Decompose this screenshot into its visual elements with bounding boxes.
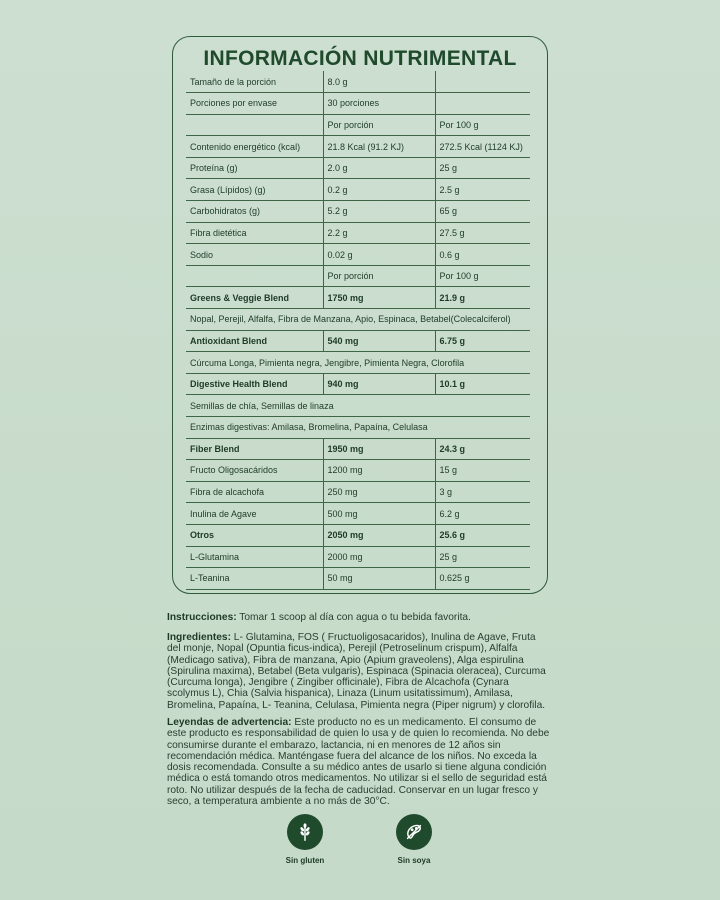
nutrition-table bbox=[186, 71, 530, 590]
per-serving-cell: 2.2 g bbox=[323, 222, 435, 244]
table-row bbox=[186, 265, 530, 287]
table-row bbox=[186, 93, 530, 115]
per-serving-cell: 30 porciones bbox=[323, 93, 435, 115]
per-serving-cell: 0.2 g bbox=[323, 179, 435, 201]
row-label-cell: Digestive Health Blend bbox=[186, 373, 323, 395]
soy-free-label: Sin soya bbox=[397, 856, 431, 865]
row-label-cell: Contenido energético (kcal) bbox=[186, 136, 323, 158]
ingredient-list-cell: Semillas de chía, Semillas de linaza bbox=[186, 395, 530, 417]
row-label-cell: L-Glutamina bbox=[186, 546, 323, 568]
per-serving-cell: Por porción bbox=[323, 265, 435, 287]
row-label-cell: Fructo Oligosacáridos bbox=[186, 460, 323, 482]
table-row bbox=[186, 503, 530, 525]
per-100g-cell: 25 g bbox=[435, 546, 530, 568]
row-label-cell bbox=[186, 265, 323, 287]
per-serving-cell: 940 mg bbox=[323, 373, 435, 395]
table-row bbox=[186, 179, 530, 201]
per-serving-cell: 540 mg bbox=[323, 330, 435, 352]
soybean-icon bbox=[396, 814, 432, 850]
row-label-cell: Fibra de alcachofa bbox=[186, 481, 323, 503]
row-label-cell: Tamaño de la porción bbox=[186, 71, 323, 93]
row-label-cell: Grasa (Lípidos) (g) bbox=[186, 179, 323, 201]
panel-title: INFORMACIÓN NUTRIMENTAL bbox=[203, 47, 517, 70]
table-row bbox=[186, 373, 530, 395]
per-100g-cell: 24.3 g bbox=[435, 438, 530, 460]
table-row bbox=[186, 136, 530, 158]
row-label-cell: Porciones por envase bbox=[186, 93, 323, 115]
per-100g-cell: 272.5 Kcal (1124 KJ) bbox=[435, 136, 530, 158]
per-100g-cell: 21.9 g bbox=[435, 287, 530, 309]
instructions-label: Instrucciones: bbox=[167, 612, 237, 623]
per-100g-cell: 65 g bbox=[435, 201, 530, 223]
ingredients-paragraph bbox=[167, 632, 552, 711]
table-row bbox=[186, 330, 530, 352]
per-100g-cell: 0.6 g bbox=[435, 244, 530, 266]
ingredients-label: Ingredientes: bbox=[167, 632, 231, 643]
per-serving-cell: 250 mg bbox=[323, 481, 435, 503]
table-row bbox=[186, 287, 530, 309]
per-100g-cell: 0.625 g bbox=[435, 568, 530, 590]
per-100g-cell: 15 g bbox=[435, 460, 530, 482]
ingredient-list-cell: Cúrcuma Longa, Pimienta negra, Jengibre, Pimienta Negra, Clorofila bbox=[186, 352, 530, 374]
row-label-cell: Greens & Veggie Blend bbox=[186, 287, 323, 309]
row-label-cell: Fiber Blend bbox=[186, 438, 323, 460]
table-row bbox=[186, 309, 530, 331]
row-label-cell: Inulina de Agave bbox=[186, 503, 323, 525]
table-row bbox=[186, 222, 530, 244]
table-row bbox=[186, 395, 530, 417]
per-100g-cell bbox=[435, 93, 530, 115]
row-label-cell: Otros bbox=[186, 524, 323, 546]
per-100g-cell: Por 100 g bbox=[435, 265, 530, 287]
per-100g-cell: 3 g bbox=[435, 481, 530, 503]
per-100g-cell: Por 100 g bbox=[435, 114, 530, 136]
wheat-icon bbox=[287, 814, 323, 850]
row-label-cell: Fibra dietética bbox=[186, 222, 323, 244]
warnings-label: Leyendas de advertencia: bbox=[167, 717, 292, 728]
table-row bbox=[186, 438, 530, 460]
table-row bbox=[186, 71, 530, 93]
per-serving-cell: 1950 mg bbox=[323, 438, 435, 460]
per-serving-cell: 2000 mg bbox=[323, 546, 435, 568]
per-serving-cell: 2.0 g bbox=[323, 157, 435, 179]
per-100g-cell: 25.6 g bbox=[435, 524, 530, 546]
per-serving-cell: 1200 mg bbox=[323, 460, 435, 482]
row-label-cell bbox=[186, 114, 323, 136]
table-row bbox=[186, 524, 530, 546]
table-row bbox=[186, 417, 530, 439]
row-label-cell: Proteína (g) bbox=[186, 157, 323, 179]
row-label-cell: Sodio bbox=[186, 244, 323, 266]
row-label-cell: Carbohidratos (g) bbox=[186, 201, 323, 223]
per-serving-cell: Por porción bbox=[323, 114, 435, 136]
per-serving-cell: 5.2 g bbox=[323, 201, 435, 223]
per-100g-cell: 6.75 g bbox=[435, 330, 530, 352]
warnings-paragraph bbox=[167, 717, 552, 807]
ingredient-list-cell: Nopal, Perejil, Alfalfa, Fibra de Manzana, Apio, Espinaca, Betabel(Colecalciferol) bbox=[186, 309, 530, 331]
table-row bbox=[186, 157, 530, 179]
table-row bbox=[186, 352, 530, 374]
soy-free-badge bbox=[384, 814, 444, 865]
per-serving-cell: 2050 mg bbox=[323, 524, 435, 546]
ingredient-list-cell: Enzimas digestivas: Amilasa, Bromelina, Papaína, Celulasa bbox=[186, 417, 530, 439]
per-100g-cell: 27.5 g bbox=[435, 222, 530, 244]
per-100g-cell bbox=[435, 71, 530, 93]
per-serving-cell: 1750 mg bbox=[323, 287, 435, 309]
per-100g-cell: 6.2 g bbox=[435, 503, 530, 525]
table-row bbox=[186, 481, 530, 503]
per-serving-cell: 21.8 Kcal (91.2 KJ) bbox=[323, 136, 435, 158]
per-100g-cell: 10.1 g bbox=[435, 373, 530, 395]
instructions-paragraph bbox=[167, 612, 552, 623]
per-serving-cell: 50 mg bbox=[323, 568, 435, 590]
row-label-cell: Antioxidant Blend bbox=[186, 330, 323, 352]
ingredients-text: L- Glutamina, FOS ( Fructuoligosacaridos), Inulina de Agave, Fruta del monje, Nopal (Opuntia ficus-indica), Perejil (Petroselinum crispum), Alfalfa (Medicago sativa), Fibra de manzana, Apio (Apium graveolens), Alga espirulina (Spirulina maxima), Betabel (Beta vulgaris), Espinaca (Spinacia oleracea), Curcuma (Curcuma longa), Jengibre ( Zingiber officinale), Fibra de Alcachofa (Cynara scolymus L), Chia (Salvia hispanica), Linaza (Linum usitatissimum), Amilasa, Bromelina, Papaína, L- Teanina, Celulasa, Pimienta negra (Piper nigrum) y clorofila. bbox=[167, 632, 546, 711]
per-serving-cell: 8.0 g bbox=[323, 71, 435, 93]
nutrition-panel bbox=[172, 36, 548, 594]
per-100g-cell: 2.5 g bbox=[435, 179, 530, 201]
per-100g-cell: 25 g bbox=[435, 157, 530, 179]
row-label-cell: L-Teanina bbox=[186, 568, 323, 590]
per-serving-cell: 500 mg bbox=[323, 503, 435, 525]
table-row bbox=[186, 460, 530, 482]
table-row bbox=[186, 546, 530, 568]
per-serving-cell: 0.02 g bbox=[323, 244, 435, 266]
warnings-text: Este producto no es un medicamento. El consumo de este producto es responsabilidad de quien lo usa y de quien lo recomienda. No debe consumirse durante el embarazo, lactancia, ni en menores de 12 años sin recomendación médica. Manténgase fuera del alcance de los niños. No exceda la dosis recomendada. Consulte a su médico antes de usarlo si tiene alguna condición médica o está tomando otros medicamentos. No utilizar si el sello de seguridad está roto. No utilizar después de la fecha de caducidad. Conservar en un lugar fresco y seco, a temperatura ambiente a no más de 30°C. bbox=[167, 717, 550, 808]
gluten-free-badge bbox=[275, 814, 335, 865]
table-row bbox=[186, 201, 530, 223]
table-row bbox=[186, 244, 530, 266]
table-row bbox=[186, 114, 530, 136]
instructions-text: Tomar 1 scoop al día con agua o tu bebida favorita. bbox=[236, 612, 471, 623]
table-row bbox=[186, 568, 530, 590]
gluten-free-label: Sin gluten bbox=[285, 856, 325, 865]
